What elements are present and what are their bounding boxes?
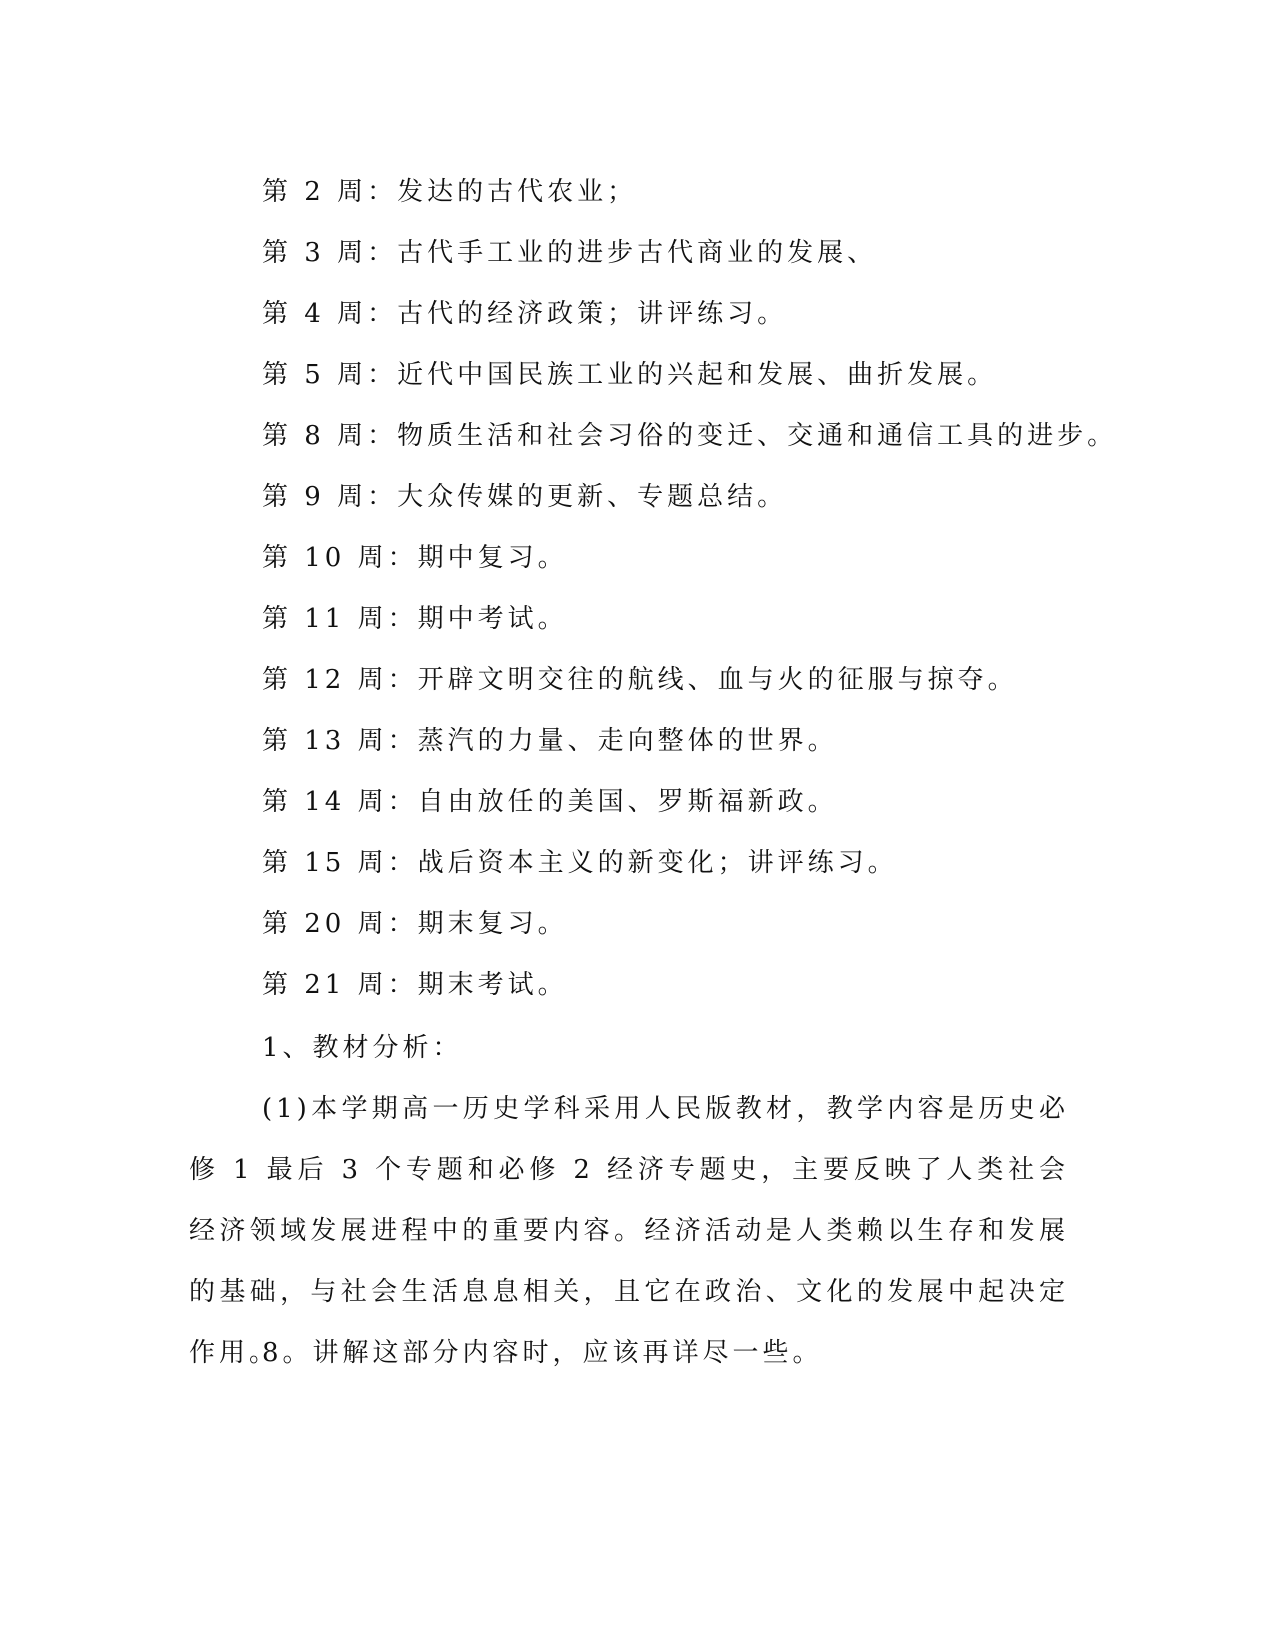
schedule-week-15: 第 15 周：战后资本主义的新变化；讲评练习。 bbox=[262, 848, 898, 878]
schedule-week-3: 第 3 周：古代手工业的进步古代商业的发展、 bbox=[262, 238, 878, 268]
paragraph-textbook-overview: (1)本学期高一历史学科采用人民版教材，教学内容是历史必修 1 最后 3 个专题和必修 2 经济专题史，主要反映了人类社会经济领域发展进程中的重要内容。经济活动是人类赖以生存和发展的基础，与社会生活息息相关，且它在政治、文化的发展中起决定作用。 bbox=[189, 1094, 1069, 1368]
schedule-week-12: 第 12 周：开辟文明交往的航线、血与火的征服与掠夺。 bbox=[262, 665, 1018, 695]
schedule-week-14: 第 14 周：自由放任的美国、罗斯福新政。 bbox=[262, 787, 838, 817]
schedule-week-5: 第 5 周：近代中国民族工业的兴起和发展、曲折发展。 bbox=[262, 360, 998, 390]
schedule-week-20: 第 20 周：期末复习。 bbox=[262, 909, 568, 939]
schedule-week-4: 第 4 周：古代的经济政策；讲评练习。 bbox=[262, 299, 788, 329]
paragraph-teaching-note: 8。讲解这部分内容时，应该再详尽一些。 bbox=[262, 1338, 823, 1368]
schedule-week-9: 第 9 周：大众传媒的更新、专题总结。 bbox=[262, 482, 788, 512]
schedule-week-8: 第 8 周：物质生活和社会习俗的变迁、交通和通信工具的进步。 bbox=[262, 421, 1118, 451]
weekly-schedule-list bbox=[262, 162, 1117, 1016]
schedule-week-11: 第 11 周：期中考试。 bbox=[262, 604, 568, 634]
section-heading-textbook-analysis: 1、教材分析： bbox=[262, 1033, 463, 1063]
schedule-week-13: 第 13 周：蒸汽的力量、走向整体的世界。 bbox=[262, 726, 838, 756]
schedule-week-10: 第 10 周：期中复习。 bbox=[262, 543, 568, 573]
schedule-week-2: 第 2 周：发达的古代农业； bbox=[262, 177, 638, 207]
schedule-week-21: 第 21 周：期末考试。 bbox=[262, 970, 568, 1000]
